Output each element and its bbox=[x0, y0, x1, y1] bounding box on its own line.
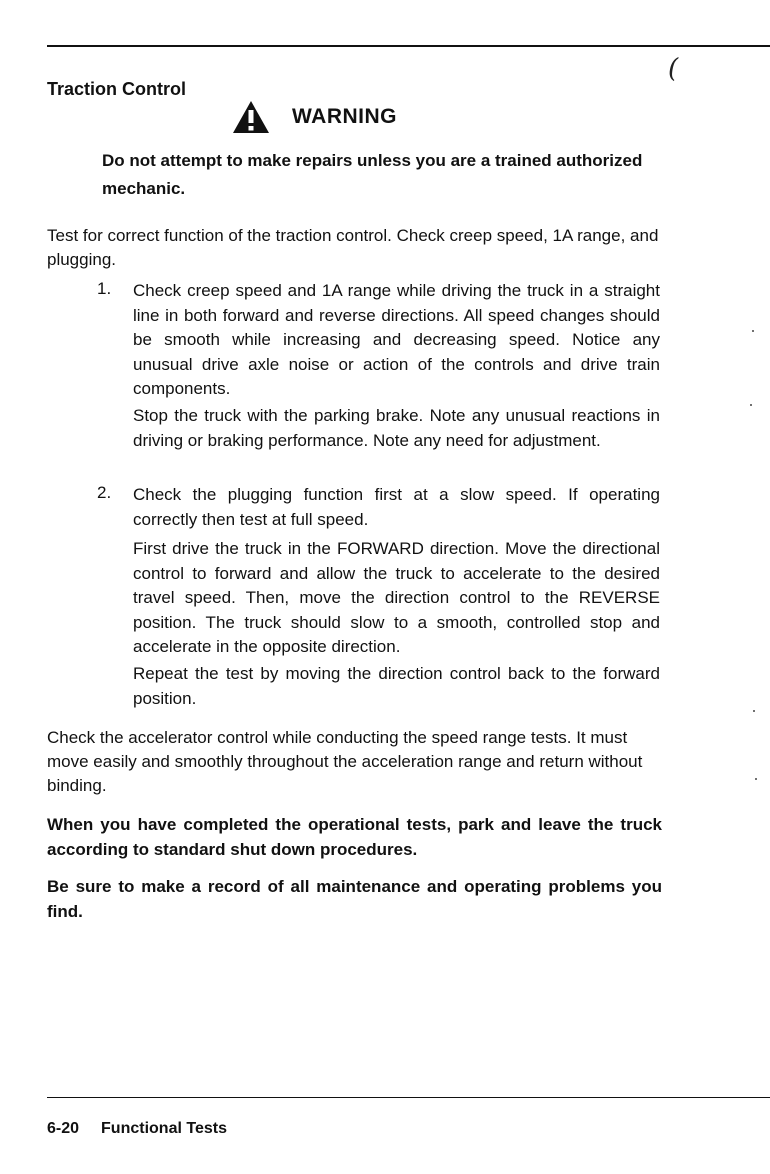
scan-speck bbox=[752, 330, 754, 332]
warning-label: WARNING bbox=[292, 105, 397, 128]
step-paragraph: Check the plugging function first at a slow speed. If operating correctly then test at full speed. bbox=[133, 485, 660, 529]
scan-speck bbox=[753, 710, 755, 712]
step-number: 2. bbox=[97, 483, 112, 502]
intro-paragraph: Test for correct function of the traction control. Check creep speed, 1A range, and plugging. bbox=[47, 226, 659, 269]
step-paragraph: Stop the truck with the parking brake. Note any unusual reactions in driving or braking performance. Note any need for adjustment. bbox=[133, 406, 660, 450]
step-paragraph: First drive the truck in the FORWARD direction. Move the directional control to forward and allow the truck to accelerate to the desired travel speed. Then, move the direction control to the REVERSE position. The truck should slow to a smooth, controlled stop and accelerate in the opposite direction. bbox=[133, 539, 660, 656]
scan-speck bbox=[750, 404, 752, 406]
page-number: 6-20 bbox=[47, 1120, 80, 1137]
step-paragraph: Check creep speed and 1A range while driving the truck in a straight line in both forward and reverse directions. All speed changes should be smooth while increasing and decreasing speed. Notice any unusual drive axle noise or action of the controls and drive train components. bbox=[133, 281, 660, 398]
park-note: When you have completed the operational tests, park and leave the truck according to standard shut down procedures. bbox=[47, 815, 662, 859]
margin-mark: ( bbox=[668, 54, 679, 84]
step-number: 1. bbox=[97, 279, 112, 298]
footer-section: Functional Tests bbox=[101, 1120, 227, 1137]
accelerator-check-paragraph: Check the accelerator control while conducting the speed range tests. It must move easily and smoothly throughout the acceleration range and return without binding. bbox=[47, 728, 643, 795]
record-note: Be sure to make a record of all maintenance and operating problems you find. bbox=[47, 877, 662, 921]
warning-header bbox=[232, 100, 397, 134]
top-rule bbox=[47, 45, 770, 47]
section-title: Traction Control bbox=[47, 79, 186, 99]
page-footer bbox=[47, 1120, 227, 1138]
warning-triangle-icon bbox=[232, 100, 270, 134]
step-paragraph: Repeat the test by moving the direction control back to the forward position. bbox=[133, 664, 660, 708]
scan-speck bbox=[755, 778, 757, 780]
warning-text: Do not attempt to make repairs unless you are a trained authorized mechanic. bbox=[102, 151, 643, 198]
bottom-rule bbox=[47, 1097, 770, 1098]
